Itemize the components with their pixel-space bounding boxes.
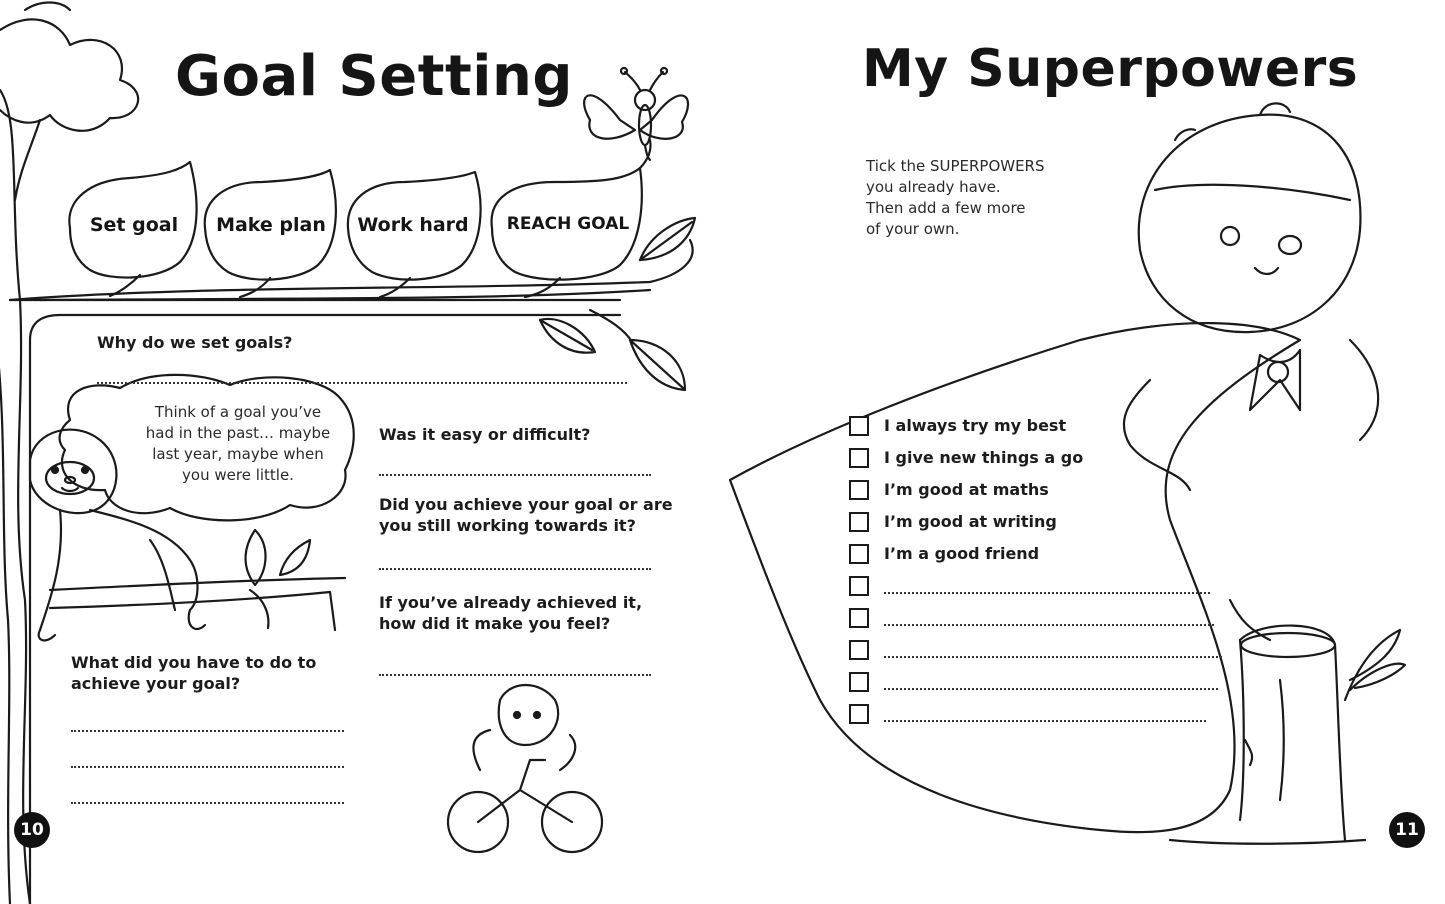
step-label-reach-goal: REACH GOAL bbox=[506, 214, 630, 234]
thought-bubble-text bbox=[118, 402, 358, 486]
page-number-left: 10 bbox=[14, 812, 50, 848]
checkbox-superpower[interactable] bbox=[849, 416, 869, 436]
answer-line[interactable] bbox=[379, 674, 651, 676]
checkbox-superpower[interactable] bbox=[849, 512, 869, 532]
own-superpower-line[interactable] bbox=[884, 656, 1222, 658]
checkbox-own-superpower[interactable] bbox=[849, 576, 869, 596]
answer-line[interactable] bbox=[97, 382, 627, 384]
question-line: achieve your goal? bbox=[71, 674, 241, 693]
own-superpower-line[interactable] bbox=[884, 624, 1214, 626]
step-label-set-goal: Set goal bbox=[89, 214, 179, 236]
superpower-label: I’m a good friend bbox=[884, 544, 1040, 563]
question-line: you still working towards it? bbox=[379, 516, 636, 535]
question-line: If you’ve already achieved it, bbox=[379, 593, 643, 612]
checkbox-own-superpower[interactable] bbox=[849, 672, 869, 692]
own-superpower-line[interactable] bbox=[884, 688, 1218, 690]
question-why-set-goals: Why do we set goals? bbox=[97, 333, 293, 352]
checkbox-superpower[interactable] bbox=[849, 544, 869, 564]
checkbox-superpower[interactable] bbox=[849, 448, 869, 468]
superpower-label: I’m good at writing bbox=[884, 512, 1057, 531]
instructions-text bbox=[866, 156, 1045, 240]
instruction-line: you already have. bbox=[866, 178, 1001, 196]
superpower-label: I always try my best bbox=[884, 416, 1067, 435]
page-title-goal-setting: Goal Setting bbox=[175, 44, 573, 109]
bubble-line: last year, maybe when bbox=[152, 445, 324, 463]
answer-line[interactable] bbox=[71, 766, 344, 768]
page-title-my-superpowers: My Superpowers bbox=[862, 39, 1359, 99]
question-how-feel bbox=[379, 592, 642, 634]
superpower-label: I’m good at maths bbox=[884, 480, 1049, 499]
checkbox-own-superpower[interactable] bbox=[849, 704, 869, 724]
instruction-line: Then add a few more bbox=[866, 199, 1026, 217]
bubble-line: had in the past… maybe bbox=[145, 424, 331, 442]
question-easy-or-difficult: Was it easy or difficult? bbox=[379, 425, 591, 444]
question-line: What did you have to do to bbox=[71, 653, 317, 672]
question-what-to-do bbox=[71, 652, 316, 694]
superpower-label: I give new things a go bbox=[884, 448, 1084, 467]
bubble-line: you were little. bbox=[182, 466, 294, 484]
butterfly-illustration bbox=[584, 68, 688, 160]
own-superpower-line[interactable] bbox=[884, 592, 1210, 594]
answer-line[interactable] bbox=[379, 474, 651, 476]
instruction-line: of your own. bbox=[866, 220, 960, 238]
tree-stump-illustration bbox=[1170, 626, 1405, 844]
own-superpower-line[interactable] bbox=[884, 720, 1206, 722]
answer-line[interactable] bbox=[71, 730, 344, 732]
answer-line[interactable] bbox=[379, 568, 651, 570]
question-line: Did you achieve your goal or are bbox=[379, 495, 673, 514]
checkbox-own-superpower[interactable] bbox=[849, 608, 869, 628]
tree-canopy bbox=[0, 19, 138, 130]
checkbox-superpower[interactable] bbox=[849, 480, 869, 500]
question-achieve-goal bbox=[379, 494, 673, 536]
bubble-line: Think of a goal you’ve bbox=[154, 403, 322, 421]
instruction-line: Tick the SUPERPOWERS bbox=[866, 157, 1045, 175]
step-label-make-plan: Make plan bbox=[216, 214, 326, 236]
sloth-bicycle-illustration bbox=[448, 685, 602, 852]
page-number-right: 11 bbox=[1389, 812, 1425, 848]
checkbox-own-superpower[interactable] bbox=[849, 640, 869, 660]
cape-shape bbox=[730, 323, 1300, 832]
answer-line[interactable] bbox=[71, 802, 344, 804]
step-label-work-hard: Work hard bbox=[357, 214, 469, 236]
question-line: how did it make you feel? bbox=[379, 614, 611, 633]
